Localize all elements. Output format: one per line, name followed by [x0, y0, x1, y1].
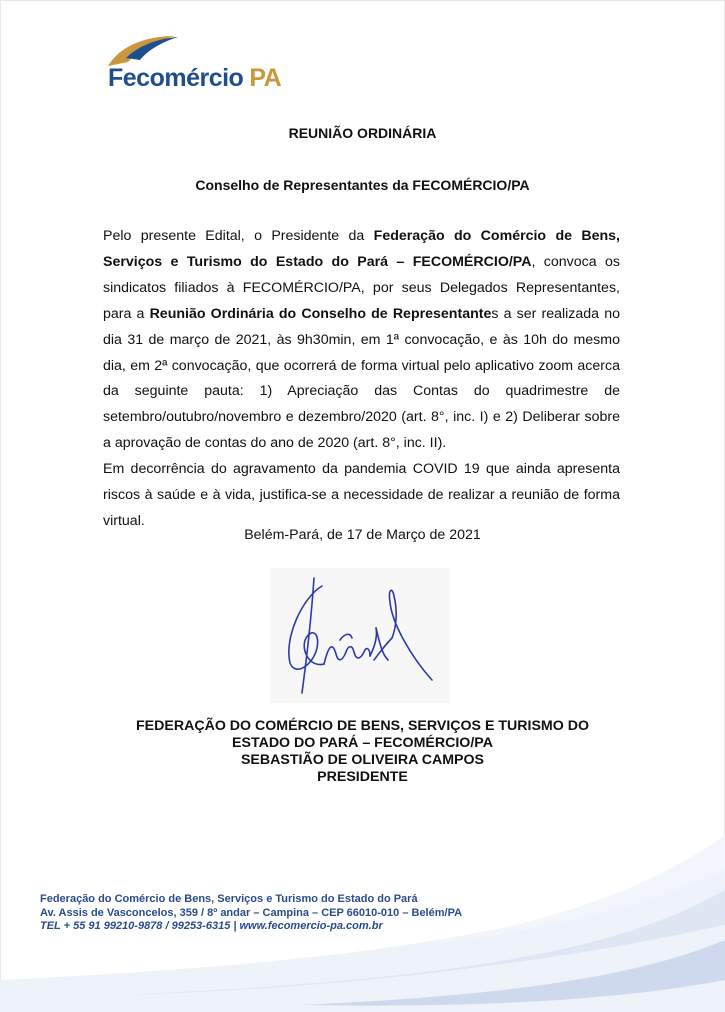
logo-name: Fecomércio — [108, 64, 244, 92]
paragraph-2: Em decorrência do agravamento da pandemia COVID 19 que ainda apresenta riscos à saúde e à vida, justifica-se a necessidade de realizar a reunião de forma virtual. — [103, 461, 620, 529]
signatory-role: PRESIDENTE — [317, 769, 408, 785]
logo-suffix: PA — [249, 64, 282, 92]
meeting-name: Reunião Ordinária do Conselho de Representante — [149, 305, 492, 322]
footer-street: Av. Assis de Vasconcelos, 359 / 8º andar – Campina – CEP 66010-010 – Belém/PA — [40, 906, 463, 919]
signatory-name: SEBASTIÃO DE OLIVEIRA CAMPOS — [240, 752, 485, 768]
signatory-line-1: FEDERAÇÃO DO COMÉRCIO DE BENS, SERVIÇOS E TURISMO DO — [136, 718, 589, 734]
handwritten-signature — [262, 568, 462, 703]
paragraph-1: Pelo presente Edital, o Presidente da Federação do Comércio de Bens, Serviços e Turismo do Estado do Pará – FECOMÉRCIO/PA, convoca os sindicatos filiados à FECOMÉRCIO/PA, por seus Delegados Representantes, para a Reunião Ordinária do Conselho de Representantes a ser realizada no dia 31 de março de 2021, às 9h30min, em 1ª convocação, e às 10h do mesmo dia, em 2ª convocação, que ocorrerá de forma virtual pelo aplicativo zoom acerca da seguinte pauta: 1) Apreciação das Contas do quadrimestre de setembro/outubro/novembro e dezembro/2020 (art. 8°, inc. I) e 2) Deliberar sobre a aprovação de contas do ano de 2020 (art. 8°, inc. II). — [103, 228, 620, 452]
federation-name: Federação do Comércio de Bens, Serviços e Turismo do Estado do Pará – FECOMÉRCIO/PA — [103, 228, 620, 270]
place-date: Belém-Pará, de 17 de Março de 2021 — [244, 527, 481, 543]
edital-body — [103, 224, 620, 535]
document-subheading: Conselho de Representantes da FECOMÉRCIO/PA — [195, 177, 530, 193]
document-heading: REUNIÃO ORDINÁRIA — [288, 125, 437, 141]
footer-contact: TEL + 55 91 99210-9878 / 99253-6315 | www.fecomercio-pa.com.br — [40, 920, 383, 932]
footer-address — [40, 893, 462, 934]
signatory-block — [0, 718, 725, 786]
logo-swoosh-icon — [100, 28, 330, 68]
signatory-line-2: ESTADO DO PARÁ – FECOMÉRCIO/PA — [232, 735, 493, 751]
fecomercio-logo — [100, 28, 330, 98]
footer-org-name: Federação do Comércio de Bens, Serviços e Turismo do Estado do Pará — [40, 893, 418, 905]
